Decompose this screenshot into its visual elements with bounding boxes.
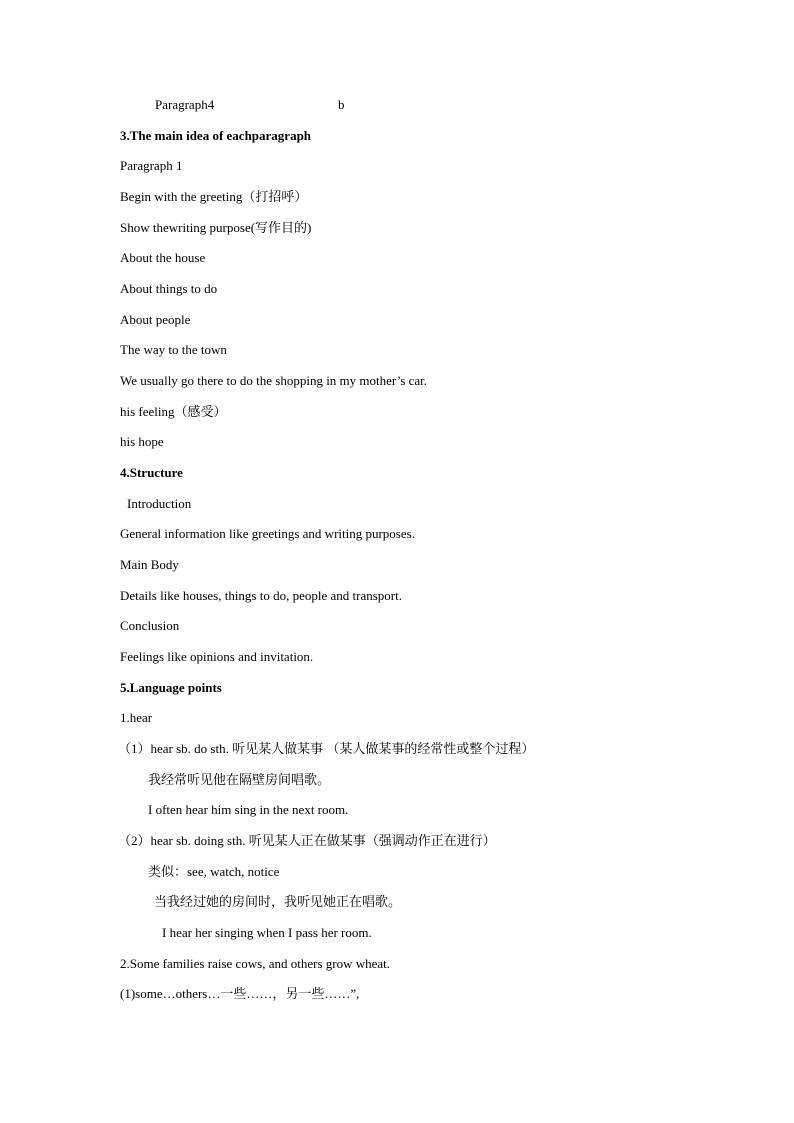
structure-line: Introduction bbox=[127, 496, 192, 511]
main-idea-line: We usually go there to do the shopping in my mother’s car. bbox=[120, 373, 428, 388]
structure-line: Details like houses, things to do, people and transport. bbox=[120, 588, 402, 603]
paragraph4-label: Paragraph4 bbox=[155, 97, 215, 112]
language-point-line: 类似：see, watch, notice bbox=[148, 864, 280, 879]
structure-line: Main Body bbox=[120, 557, 179, 572]
language-point-line: 1.hear bbox=[120, 710, 153, 725]
main-idea-line: About the house bbox=[120, 250, 206, 265]
main-idea-line: Begin with the greeting（打招呼） bbox=[120, 189, 308, 204]
section4-heading: 4.Structure bbox=[120, 465, 183, 480]
paragraph4-value: b bbox=[338, 97, 345, 112]
language-point-line: （1）hear sb. do sth. 听见某人做某事 （某人做某事的经常性或整个过程） bbox=[118, 741, 535, 756]
structure-line: Feelings like opinions and invitation. bbox=[120, 649, 314, 664]
main-idea-line: The way to the town bbox=[120, 342, 227, 357]
main-idea-line: About things to do bbox=[120, 281, 218, 296]
language-point-line: 当我经过她的房间时，我听见她正在唱歌。 bbox=[154, 894, 402, 909]
structure-line: General information like greetings and writing purposes. bbox=[120, 526, 415, 541]
section3-heading: 3.The main idea of eachparagraph bbox=[120, 128, 312, 143]
structure-line: Conclusion bbox=[120, 618, 180, 633]
main-idea-line: Paragraph 1 bbox=[120, 158, 183, 173]
main-idea-line: his feeling（感受） bbox=[120, 404, 227, 419]
language-point-line: （2）hear sb. doing sth. 听见某人正在做某事（强调动作正在进行） bbox=[118, 833, 496, 848]
language-point-line: (1)some…others…一些……，另一些……”, bbox=[120, 986, 360, 1001]
main-idea-line: Show thewriting purpose(写作目的) bbox=[120, 220, 312, 235]
section5-heading: 5.Language points bbox=[120, 680, 222, 695]
language-point-line: I hear her singing when I pass her room. bbox=[162, 925, 372, 940]
language-point-line: I often hear him sing in the next room. bbox=[148, 802, 349, 817]
language-point-line: 2.Some families raise cows, and others grow wheat. bbox=[120, 956, 391, 971]
main-idea-line: About people bbox=[120, 312, 191, 327]
main-idea-line: his hope bbox=[120, 434, 164, 449]
language-point-line: 我经常听见他在隔壁房间唱歌。 bbox=[148, 772, 331, 787]
